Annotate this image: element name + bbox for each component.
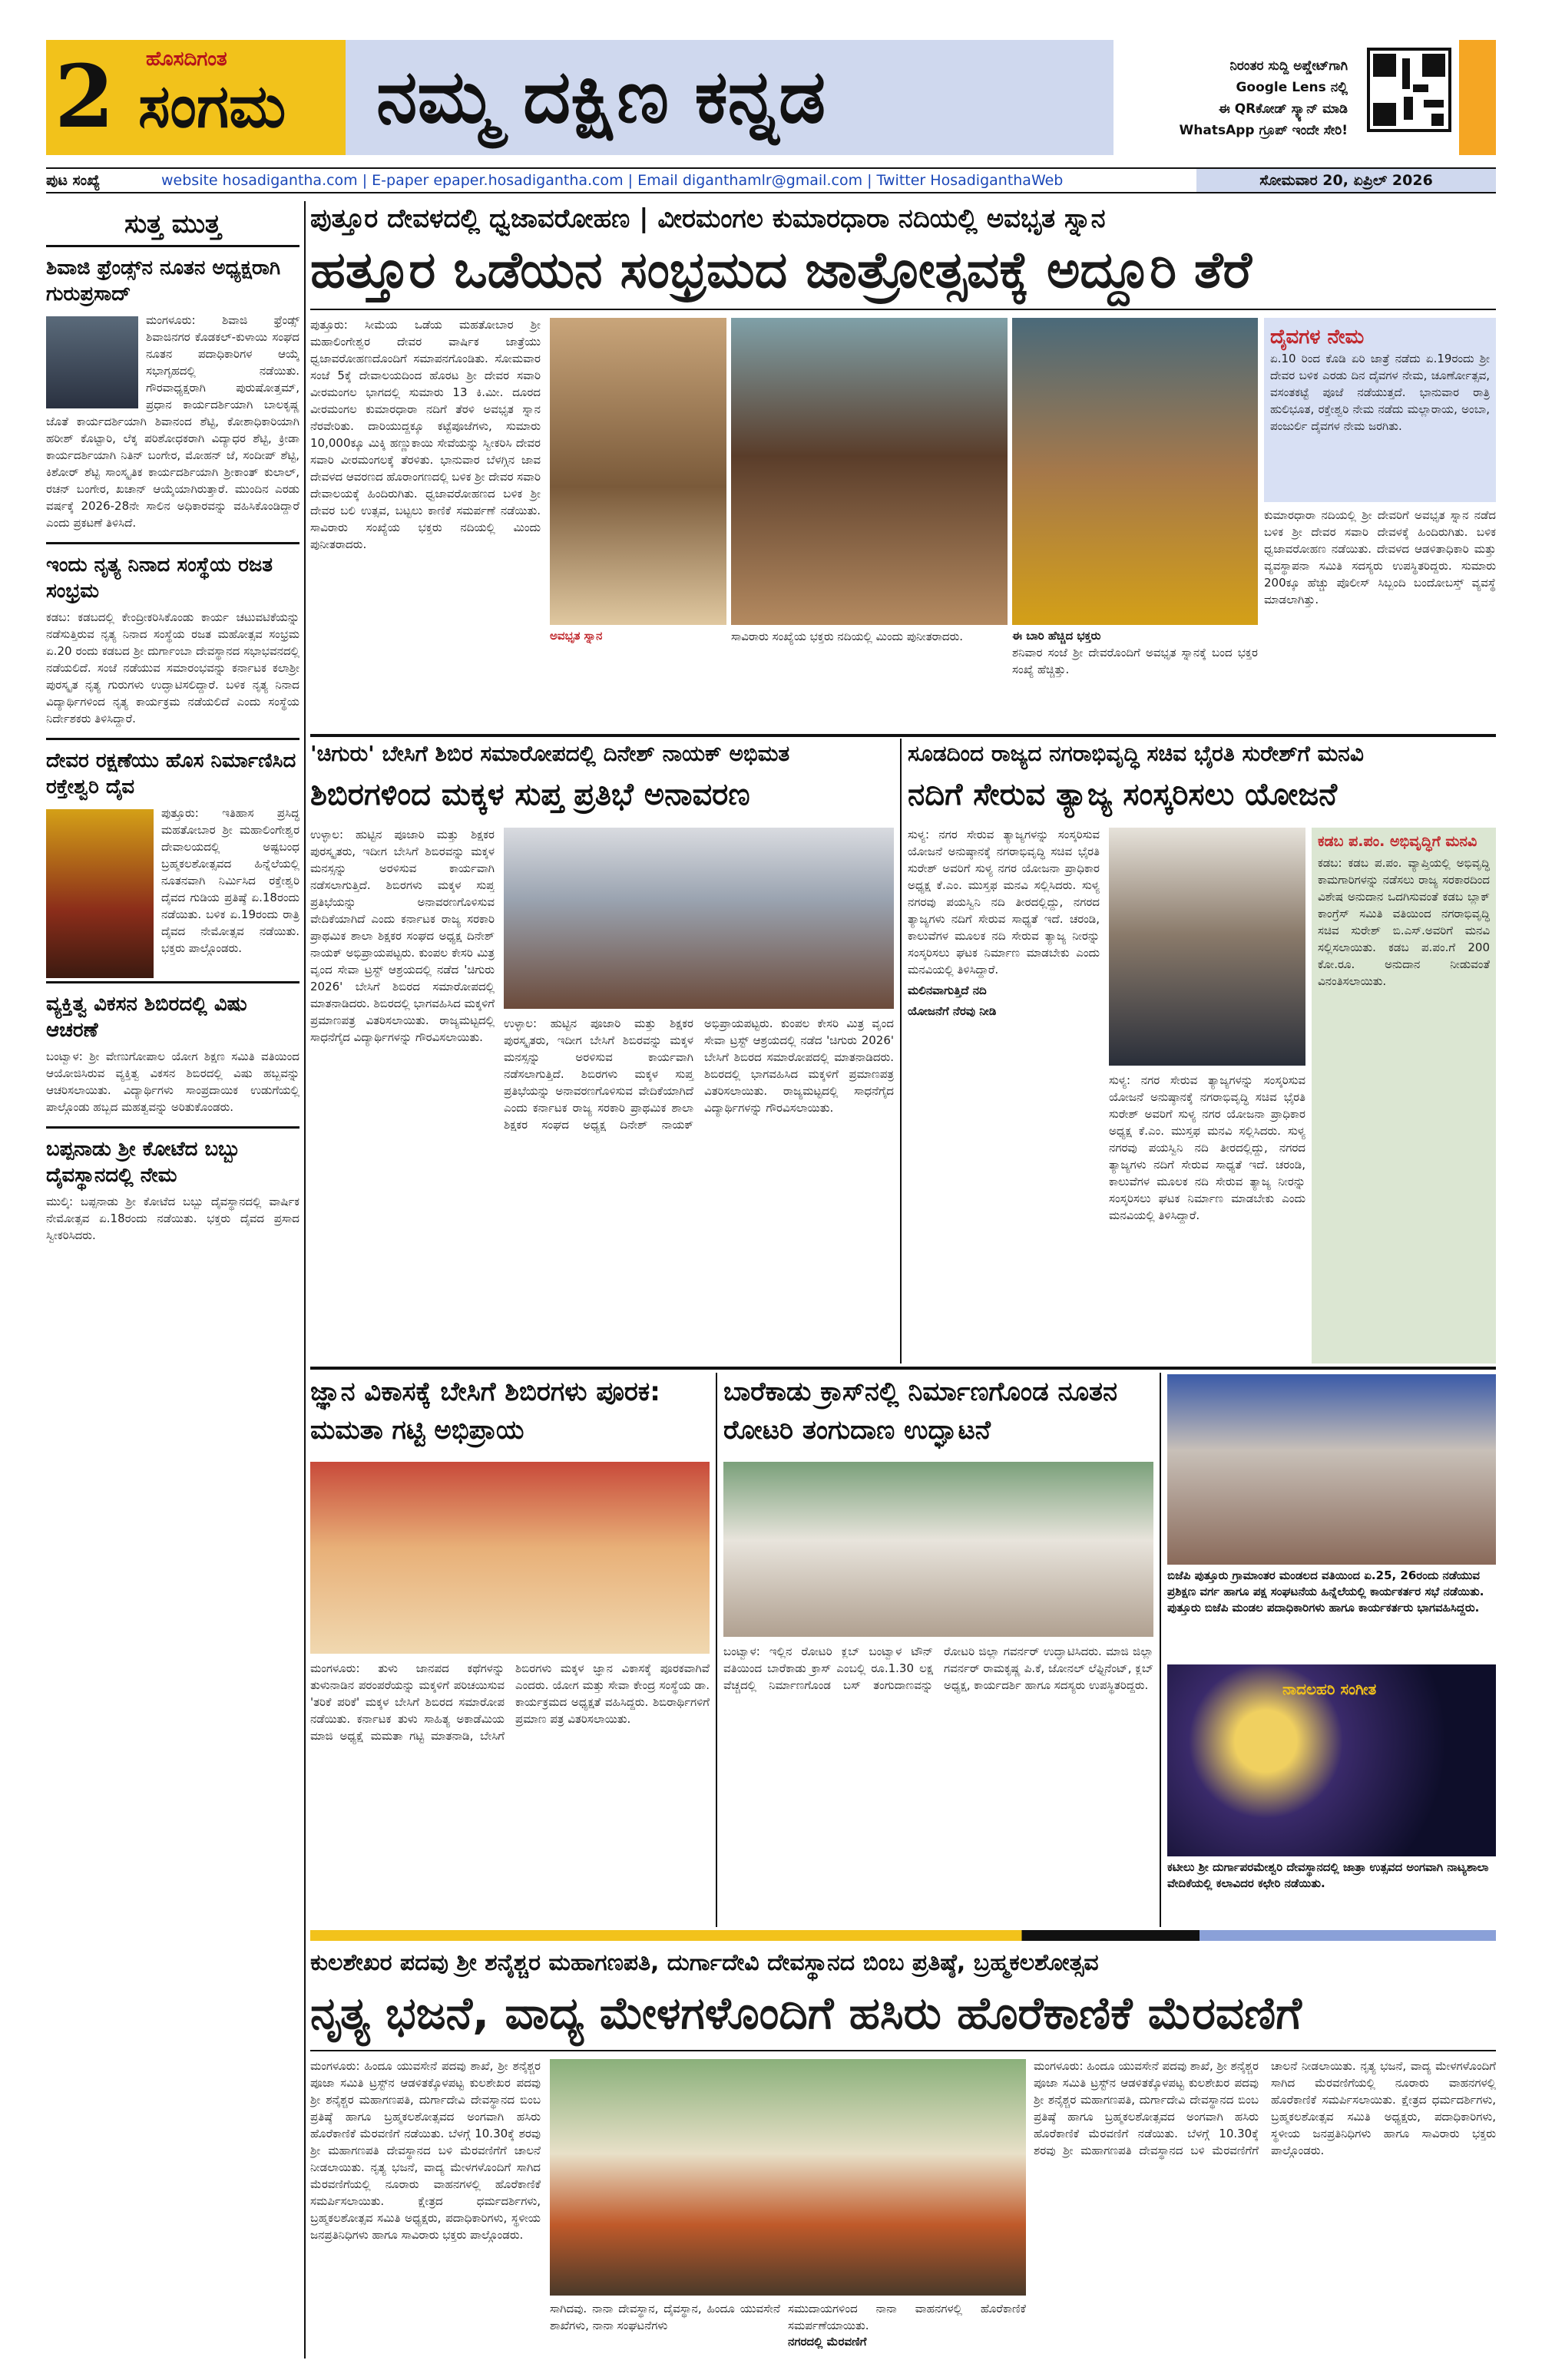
bottom-kicker-wrap — [310, 1945, 1496, 1982]
side-body: ಕುಮಾರಧಾರಾ ನದಿಯಲ್ಲಿ ಶ್ರೀ ದೇವರಿಗೆ ಅವಭೃತ ಸ್ನಾನ ನಡೆದ ಬಳಿಕ ಶ್ರೀ ದೇವರ ಸವಾರಿ ದೇವಳಕ್ಕೆ ಹಿಂದಿರುಗಿತು. ಬಳಿಕ ಧ್ವಜಾವರೋಹಣ ನಡೆಯಿತು. ದೇವಳದ ಆಡಳಿತಾಧಿಕಾರಿ ಮತ್ತು ವ್ಯವಸ್ಥಾಪನಾ ಸಮಿತಿ ಸದಸ್ಯರು ಉಪಸ್ಥಿತರಿದ್ದರು. ಸುಮಾರು 200ಕ್ಕೂ ಹೆಚ್ಚು ಪೊಲೀಸ್ ಸಿಬ್ಬಂದಿ ಬಂದೋಬಸ್ತ್ ವ್ಯವಸ್ಥೆ ಮಾಡಲಾಗಿತ್ತು. — [1264, 508, 1496, 607]
waste-kicker-wrap — [908, 739, 1496, 772]
camp-headline-wrap — [310, 772, 894, 821]
kadaba-box-title: ಕಡಬ ಪ.ಪಂ. ಅಭಿವೃದ್ಧಿಗೆ ಮನವಿ — [1318, 833, 1477, 850]
barekadu-headline: ಬಾರೆಕಾಡು ಕ್ರಾಸ್‌ನಲ್ಲಿ ನಿರ್ಮಾಣಗೊಂಡ ನೂತನ ರೋಟರಿ ತಂಗುದಾಣ ಉದ್ಘಾಟನೆ — [723, 1377, 1117, 1446]
kadaba-box-body: ಕಡಬ: ಕಡಬ ಪ.ಪಂ. ವ್ಯಾಪ್ತಿಯಲ್ಲಿ ಅಭಿವೃದ್ಧಿ ಕಾಮಗಾರಿಗಳನ್ನು ನಡೆಸಲು ರಾಜ್ಯ ಸರಕಾರದಿಂದ ವಿಶೇಷ ಅನುದಾನ ಒದಗಿಸುವಂತೆ ಕಡಬ ಬ್ಲಾಕ್ ಕಾಂಗ್ರೆಸ್ ಸಮಿತಿ ವತಿಯಿಂದ ನಗರಾಭಿವೃದ್ಧಿ ಸಚಿವ ಸುರೇಶ್ ಬಿ.ಎಸ್.ಅವರಿಗೆ ಮನವಿ ಸಲ್ಲಿಸಲಾಯಿತು. ಕಡಬ ಪ.ಪಂ.ಗೆ 200 ಕೋ.ರೂ. ಅನುದಾನ ನೀಡುವಂತೆ ವಿನಂತಿಸಲಾಯಿತು. — [1318, 856, 1490, 988]
waste-body-cont: ಸುಳ್ಯ: ನಗರ ಸೇರುವ ತ್ಯಾಜ್ಯಗಳನ್ನು ಸಂಸ್ಕರಿಸುವ ಯೋಜನೆ ಅನುಷ್ಠಾನಕ್ಕೆ ನಗರಾಭಿವೃದ್ಧಿ ಸಚಿವ ಭೈರತಿ ಸುರೇಶ್ ಅವರಿಗೆ ಸುಳ್ಯ ನಗರ ಯೋಜನಾ ಪ್ರಾಧಿಕಾರ ಅಧ್ಯಕ್ಷ ಕೆ.ಎಂ. ಮುಸ್ತಫ ಮನವಿ ಸಲ್ಲಿಸಿದರು. ಸುಳ್ಯ ನಗರವು ಪಯಸ್ವಿನಿ ನದಿ ತೀರದಲ್ಲಿದ್ದು, ನಗರದ ತ್ಯಾಜ್ಯಗಳು ನದಿಗೆ ಸೇರುವ ಸಾಧ್ಯತೆ ಇದೆ. ಚರಂಡಿ, ಕಾಲುವೆಗಳ ಮೂಲಕ ನದಿ ಸೇರುವ ತ್ಯಾಜ್ಯ ನೀರನ್ನು ಸಂಸ್ಕರಿಸಲು ಘಟಕ ನಿರ್ಮಾಣ ಮಾಡಬೇಕು ಎಂದು ಮನವಿಯಲ್ಲಿ ತಿಳಿಸಿದ್ದಾರೆ. — [1109, 1073, 1305, 1222]
kadaba-box — [1312, 828, 1496, 1364]
concert-photo — [1167, 1664, 1496, 1856]
bottom-caption-2: ಸಮುದಾಯಗಳಿಂದ ನಾನಾ ವಾಹನಗಳಲ್ಲಿ ಹೊರೆಕಾಣಿಕೆ ಸಮರ್ಪಣೆಯಾಯಿತು. ನಗರದಲ್ಲಿ ಮೆರವಣಿಗೆ — [788, 2302, 1026, 2349]
left-column — [46, 201, 299, 2351]
bottom-caption-1: ಸಾಗಿದವು. ನಾನಾ ದೇವಸ್ಥಾನ, ದೈವಸ್ಥಾನ, ಹಿಂದೂ ಯುವಸೇನೆ ಶಾಖೆಗಳು, ನಾನಾ ಸಂಘಟನೆಗಳು — [550, 2302, 780, 2332]
article-headline: ಬಪ್ಪನಾಡು ಶ್ರೀ ಕೋಟೆದ ಬಬ್ಬು ದೈವಸ್ಥಾನದಲ್ಲಿ ನೇಮ — [46, 1138, 240, 1187]
camp-kicker-wrap — [310, 739, 894, 772]
brand-logo: ಸಂಗಮ — [138, 72, 286, 141]
gyana-headline: ಜ್ಞಾನ ವಿಕಾಸಕ್ಕೆ ಬೇಸಿಗೆ ಶಿಬಿರಗಳು ಪೂರಕ: ಮಮತಾ ಗಟ್ಟಿ ಅಭಿಪ್ರಾಯ — [310, 1377, 660, 1446]
barekadu-body: ಬಂಟ್ವಾಳ: ಇಲ್ಲಿನ ರೋಟರಿ ಕ್ಲಬ್ ಬಂಟ್ವಾಳ ಟೌನ್ ವತಿಯಿಂದ ಬಾರೆಕಾಡು ಕ್ರಾಸ್ ಎಂಬಲ್ಲಿ ರೂ.1.30 ಲಕ್ಷ ವೆಚ್ಚದಲ್ಲಿ ನಿರ್ಮಾಣಗೊಂಡ ಬಸ್ ತಂಗುದಾಣವನ್ನು ರೋಟರಿ ಜಿಲ್ಲಾ ಗವರ್ನರ್ ಉದ್ಘಾಟಿಸಿದರು. ಮಾಜಿ ಜಿಲ್ಲಾ ಗವರ್ನರ್ ರಾಮಕೃಷ್ಣ ಪಿ.ಕೆ, ಜೋನಲ್ ಲೆಫ್ಟಿನೆಂಟ್, ಕ್ಲಬ್ ಅಧ್ಯಕ್ಷ, ಕಾರ್ಯದರ್ಶಿ ಹಾಗೂ ಸದಸ್ಯರು ಉಪಸ್ಥಿತರಿದ್ದರು. — [723, 1645, 1153, 1692]
photo-caption-1: ಅವಭೃತ ಸ್ನಾನ — [550, 629, 603, 643]
concert-caption: ಕಟೀಲು ಶ್ರೀ ದುರ್ಗಾಪರಮೇಶ್ವರಿ ದೇವಸ್ಥಾನದಲ್ಲಿ ಜಾತ್ರಾ ಉತ್ಸವದ ಅಂಗವಾಗಿ ನಾಟ್ಯಶಾಲಾ ವೇದಿಕೆಯಲ್ಲಿ ಕಲಾವಿದರ ಕಛೇರಿ ನಡೆಯಿತು. — [1167, 1860, 1489, 1890]
qr-code[interactable] — [1367, 48, 1451, 132]
camp-body-cont: ಉಳ್ಳಾಲ: ಹುಟ್ಟಿನ ಪೂಜಾರಿ ಮತ್ತು ಶಿಕ್ಷಕರ ಪುರಸ್ಕೃತರು, ಇದೀಗ ಬೇಸಿಗೆ ಶಿಬಿರವನ್ನು ಮಕ್ಕಳ ಮನಸ್ಸನ್ನು ಅರಳಿಸುವ ಕಾರ್ಯವಾಗಿ ನಡೆಸಲಾಗುತ್ತಿದೆ. ಶಿಬಿರಗಳು ಮಕ್ಕಳ ಸುಪ್ತ ಪ್ರತಿಭೆಯನ್ನು ಅನಾವರಣಗೊಳಿಸುವ ವೇದಿಕೆಯಾಗಿದೆ ಎಂದು ಕರ್ನಾಟಕ ರಾಜ್ಯ ಸರಕಾರಿ ಪ್ರಾಥಮಿಕ ಶಾಲಾ ಶಿಕ್ಷಕರ ಸಂಘದ ಅಧ್ಯಕ್ಷ ದಿನೇಶ್ ನಾಯಕ್ ಅಭಿಪ್ರಾಯಪಟ್ಟರು. ಕುಂಪಲ ಕೇಸರಿ ಮಿತ್ರ ವೃಂದ ಸೇವಾ ಟ್ರಸ್ಟ್ ಆಶ್ರಯದಲ್ಲಿ ನಡೆದ 'ಚಿಗುರು 2026' ಬೇಸಿಗೆ ಶಿಬಿರದ ಸಮಾರೋಪದಲ್ಲಿ ಮಾತನಾಡಿದರು. ಶಿಬಿರದಲ್ಲಿ ಭಾಗವಹಿಸಿದ ಮಕ್ಕಳಿಗೆ ಪ್ರಮಾಣಪತ್ರ ವಿತರಿಸಲಾಯಿತು. ರಾಜ್ಯಮಟ್ಟದಲ್ಲಿ ಸಾಧನೆಗೈದ ವಿದ್ಯಾರ್ಥಿಗಳನ್ನು ಗೌರವಿಸಲಾಯಿತು. — [504, 1016, 894, 1132]
waste-subhead: ಮಲಿನವಾಗುತ್ತಿದೆ ನದಿ — [908, 983, 987, 997]
waste-body: ಸುಳ್ಯ: ನಗರ ಸೇರುವ ತ್ಯಾಜ್ಯಗಳನ್ನು ಸಂಸ್ಕರಿಸುವ ಯೋಜನೆ ಅನುಷ್ಠಾನಕ್ಕೆ ನಗರಾಭಿವೃದ್ಧಿ ಸಚಿವ ಭೈರತಿ ಸುರೇಶ್ ಅವರಿಗೆ ಸುಳ್ಯ ನಗರ ಯೋಜನಾ ಪ್ರಾಧಿಕಾರ ಅಧ್ಯಕ್ಷ ಕೆ.ಎಂ. ಮುಸ್ತಫ ಮನವಿ ಸಲ್ಲಿಸಿದರು. ಸುಳ್ಯ ನಗರವು ಪಯಸ್ವಿನಿ ನದಿ ತೀರದಲ್ಲಿದ್ದು, ನಗರದ ತ್ಯಾಜ್ಯಗಳು ನದಿಗೆ ಸೇರುವ ಸಾಧ್ಯತೆ ಇದೆ. ಚರಂಡಿ, ಕಾಲುವೆಗಳ ಮೂಲಕ ನದಿ ಸೇರುವ ತ್ಯಾಜ್ಯ ನೀರನ್ನು ಸಂಸ್ಕರಿಸಲು ಘಟಕ ನಿರ್ಮಾಣ ಮಾಡಬೇಕು ಎಂದು ಮನವಿಯಲ್ಲಿ ತಿಳಿಸಿದ್ದಾರೆ. — [908, 828, 1100, 977]
link-bar — [46, 167, 1496, 193]
waste-headline: ನದಿಗೆ ಸೇರುವ ತ್ಯಾಜ್ಯ ಸಂಸ್ಕರಿಸಲು ಯೋಜನೆ — [908, 777, 1338, 812]
photo-caption-2: ಸಾವಿರಾರು ಸಂಖ್ಯೆಯ ಭಕ್ತರು ನದಿಯಲ್ಲಿ ಮಿಂದು ಪುನೀತರಾದರು. — [731, 630, 964, 643]
article-body: ಮುಲ್ಕಿ: ಬಪ್ಪನಾಡು ಶ್ರೀ ಕೋಟೆದ ಬಬ್ಬು ದೈವಸ್ಥಾನದಲ್ಲಿ ವಾರ್ಷಿಕ ನೇಮೋತ್ಸವ ಏ.18ರಂದು ನಡೆಯಿತು. ಭಕ್ತರು ದೈವದ ಪ್ರಸಾದ ಸ್ವೀಕರಿಸಿದರು. — [46, 1195, 299, 1242]
brand-box — [123, 40, 346, 155]
concert-caption-wrap — [1167, 1859, 1496, 1927]
river-bath-photo — [731, 318, 1008, 625]
bottom-body-cont: ಮಂಗಳೂರು: ಹಿಂದೂ ಯುವಸೇನೆ ಪದವು ಶಾಖೆ, ಶ್ರೀ ಶನೈಶ್ಚರ ಪೂಜಾ ಸಮಿತಿ ಟ್ರಸ್ಟ್‌ನ ಆಡಳಿತಕ್ಕೊಳಪಟ್ಟ ಕುಲಶೇಖರ ಪದವು ಶ್ರೀ ಶನೈಶ್ಚರ ಮಹಾಗಣಪತಿ, ದುರ್ಗಾದೇವಿ ದೇವಸ್ಥಾನದ ಬಿಂಬ ಪ್ರತಿಷ್ಠೆ ಹಾಗೂ ಬ್ರಹ್ಮಕಲಶೋತ್ಸವದ ಅಂಗವಾಗಿ ಹಸಿರು ಹೊರೆಕಾಣಿಕೆ ಮೆರವಣಿಗೆ ನಡೆಯಿತು. ಬೆಳಗ್ಗೆ 10.30ಕ್ಕೆ ಶರವು ಶ್ರೀ ಮಹಾಗಣಪತಿ ದೇವಸ್ಥಾನದ ಬಳಿ ಮೆರವಣಿಗೆಗೆ ಚಾಲನೆ ನೀಡಲಾಯಿತು. ನೃತ್ಯ ಭಜನೆ, ವಾದ್ಯ ಮೇಳಗಳೊಂದಿಗೆ ಸಾಗಿದ ಮೆರವಣಿಗೆಯಲ್ಲಿ ನೂರಾರು ವಾಹನಗಳಲ್ಲಿ ಹೊರೆಕಾಣಿಕೆ ಸಮರ್ಪಿಸಲಾಯಿತು. ಕ್ಷೇತ್ರದ ಧರ್ಮದರ್ಶಿಗಳು, ಬ್ರಹ್ಮಕಲಶೋತ್ಸವ ಸಮಿತಿ ಅಧ್ಯಕ್ಷರು, ಪದಾಧಿಕಾರಿಗಳು, ಸ್ಥಳೀಯ ಜನಪ್ರತಿನಿಧಿಗಳು ಹಾಗೂ ಸಾವಿರಾರು ಭಕ್ತರು ಪಾಲ್ಗೊಂಡರು. — [1034, 2059, 1496, 2157]
top-story-body: ಪುತ್ತೂರು: ಸೀಮೆಯ ಒಡೆಯ ಮಹತೋಬಾರ ಶ್ರೀ ಮಹಾಲಿಂಗೇಶ್ವರ ದೇವರ ವಾರ್ಷಿಕ ಜಾತ್ರೆಯು ಧ್ವಜಾವರೋಹಣದೊಂದಿಗೆ ಸಮಾಪನಗೊಂಡಿತು. ಸೋಮವಾರ ಸಂಜೆ 5ಕ್ಕೆ ದೇವಾಲಯದಿಂದ ಹೊರಟ ಶ್ರೀ ದೇವರ ಸವಾರಿ ವೀರಮಂಗಲ ಭಾಗದಲ್ಲಿ ಸುಮಾರು 13 ಕಿ.ಮೀ. ದೂರದ ವೀರಮಂಗಲ ಕುಮಾರಧಾರಾ ನದಿಗೆ ತೆರಳಿ ಅವಭೃತ ಸ್ನಾನ ನೆರವೇರಿತು. ದಾರಿಯುದ್ದಕ್ಕೂ ಕಟ್ಟೆಪೂಜೆಗಳು, ಸುಮಾರು 10,000ಕ್ಕೂ ಮಿಕ್ಕಿ ಹಣ್ಣುಕಾಯಿ ಸೇವೆಯನ್ನು ಸ್ವೀಕರಿಸಿ ದೇವರ ಸವಾರಿ ವೀರಮಂಗಲಕ್ಕೆ ತೆರಳಿತು. ಭಾನುವಾರ ಬೆಳಗ್ಗಿನ ಜಾವ ದೇವಳದ ಆವರಣದ ಹೊರಾಂಗಣದಲ್ಲಿ ಬಳಿಕ ಶ್ರೀ ದೇವರ ಸವಾರಿ ದೇವಾಲಯಕ್ಕೆ ಹಿಂದಿರುಗಿತು. ಧ್ವಜಾವರೋಹಣದ ಬಳಿಕ ಶ್ರೀ ದೇವರ ಬಲಿ ಉತ್ಸವ, ಬಟ್ಟಲು ಕಾಣಿಕೆ ಸಮರ್ಪಣೆ ನಡೆಯಿತು. ಸಾವಿರಾರು ಸಂಖ್ಯೆಯ ಭಕ್ತರು ನದಿಯಲ್ಲಿ ಮಿಂದು ಪುನೀತರಾದರು. — [310, 318, 541, 551]
waste-headline-wrap — [908, 772, 1496, 821]
qr-line: ಈ QRಕೋಡ್ ಸ್ಕ್ಯಾನ್ ಮಾಡಿ — [1219, 101, 1348, 117]
column-divider — [304, 201, 306, 2359]
waste-subhead: ಯೋಜನೆಗೆ ನೆರವು ನೀಡಿ — [908, 1004, 997, 1018]
qr-line: Google Lens ನಲ್ಲಿ — [1236, 80, 1348, 95]
camp-kicker: 'ಚಿಗುರು' ಬೇಸಿಗೆ ಶಿಬಿರ ಸಮಾರೋಪದಲ್ಲಿ ದಿನೇಶ್ ನಾಯಕ್ ಅಭಿಮತ — [310, 741, 790, 766]
procession-photo — [550, 2059, 1026, 2296]
gyana-headline-wrap — [310, 1373, 710, 1457]
brand-top: ಹೊಸದಿಗಂತ — [146, 48, 227, 71]
masthead — [46, 40, 1496, 170]
qr-instructions — [1117, 55, 1348, 141]
bottom-kicker: ಕುಲಶೇಖರ ಪದವು ಶ್ರೀ ಶನೈಶ್ಚರ ಮಹಾಗಣಪತಿ, ದುರ್ಗಾದೇವಿ ದೇವಸ್ಥಾನದ ಬಿಂಬ ಪ್ರತಿಷ್ಠೆ, ಬ್ರಹ್ಮಕಲಶೋತ್ಸವ — [310, 1949, 1099, 1976]
column-title: ಸುತ್ತ ಮುತ್ತ — [46, 201, 299, 247]
article-headline: ವ್ಯಕ್ತಿತ್ವ ವಿಕಸನ ಶಿಬಿರದಲ್ಲಿ ವಿಷು ಆಚರಣೆ — [46, 993, 247, 1042]
article-headline: ದೇವರ ರಕ್ಷಣೆಯು ಹೊಸ ನಿರ್ಮಾಣಿಸಿದ ರಕ್ತೇಶ್ವರಿ ದೈವ — [46, 749, 296, 798]
section-title-box — [346, 40, 1113, 155]
column-divider — [716, 1373, 717, 1927]
top-kicker: ಪುತ್ತೂರ ದೇವಳದಲ್ಲಿ ಧ್ವಜಾವರೋಹಣ | ವೀರಮಂಗಲ ಕುಮಾರಧಾರಾ ನದಿಯಲ್ಲಿ ಅವಭೃತ ಸ್ನಾನ — [310, 203, 1106, 234]
devotees-photo — [1012, 318, 1258, 625]
top-headline-wrap — [310, 240, 1496, 310]
article-headline: ಇಂದು ನೃತ್ಯ ನಿನಾದ ಸಂಸ್ಥೆಯ ರಜತ ಸಂಭ್ರಮ — [46, 554, 273, 603]
deity-photo — [46, 809, 154, 978]
top-kicker-wrap — [310, 201, 1496, 240]
gyana-children-photo — [310, 1462, 710, 1654]
bjp-caption: ಬಿಜೆಪಿ ಪುತ್ತೂರು ಗ್ರಾಮಾಂತರ ಮಂಡಲದ ವತಿಯಿಂದ ಏ.25, 26ರಂದು ನಡೆಯುವ ಪ್ರಶಿಕ್ಷಣ ವರ್ಗ ಹಾಗೂ ಪಕ್ಷ ಸಂಘಟನೆಯ ಹಿನ್ನೆಲೆಯಲ್ಲಿ ಕಾರ್ಯಕರ್ತರ ಸಭೆ ನಡೆಯಿತು. ಪುತ್ತೂರು ಬಿಜೆಪಿ ಮಂಡಲ ಪದಾಧಿಕಾರಿಗಳು ಹಾಗೂ ಕಾರ್ಯಕರ್ತರು ಭಾಗವಹಿಸಿದ್ದರು. — [1167, 1568, 1484, 1615]
bottom-headline-wrap — [310, 1982, 1496, 2051]
barekadu-photo — [723, 1462, 1153, 1637]
camp-group-photo — [504, 828, 894, 1009]
concert-banner: ನಾದಲಹರಿ ಸಂಗೀತ — [1282, 1680, 1377, 1698]
waste-body-col — [908, 826, 1100, 1364]
barekadu-headline-wrap — [723, 1373, 1153, 1457]
issue-date: ಸೋಮವಾರ 20, ಏಪ್ರಿಲ್ 2026 — [1196, 169, 1496, 192]
page-section-label: ಪುಟ ಸಂಖ್ಯೆ — [46, 172, 101, 189]
article-headline: ಶಿವಾಜಿ ಫ್ರೆಂಡ್ಸ್‌ನ ನೂತನ ಅಧ್ಯಕ್ಷರಾಗಿ ಗುರುಪ್ರಸಾದ್ — [46, 256, 281, 306]
bjp-meeting-photo — [1167, 1374, 1496, 1565]
article-body: ಮಂಗಳೂರು: ಶಿವಾಜಿ ಫ್ರೆಂಡ್ಸ್ ಶಿವಾಜಿನಗರ ಕೊಡಕಲ್-ಕುಳಾಯಿ ಸಂಘದ ನೂತನ ಪದಾಧಿಕಾರಿಗಳ ಆಯ್ಕೆ ಸಭಾಗೃಹದಲ್ಲಿ ನಡೆಯಿತು. ಗೌರವಾಧ್ಯಕ್ಷರಾಗಿ ಪುರುಷೋತ್ತಮ್, ಪ್ರಧಾನ ಕಾರ್ಯದರ್ಶಿಯಾಗಿ ಬಾಲಕೃಷ್ಣ ಜೊತೆ ಕಾರ್ಯದರ್ಶಿಯಾಗಿ ಶಿವಾನಂದ ಶೆಟ್ಟಿ, ಕೋಶಾಧಿಕಾರಿಯಾಗಿ ಹರೀಶ್ ಕೊಟ್ಟಾರಿ, ಲೆಕ್ಕ ಪರಿಶೋಧಕರಾಗಿ ವಿದ್ಯಾಧರ ಶೆಟ್ಟಿ, ಕ್ರೀಡಾ ಕಾರ್ಯದರ್ಶಿಯಾಗಿ ನಿತಿನ್ ಬಂಗೇರ, ಮೋಹನ್ ಜೆ, ಸಂದೀಪ್ ಶೆಟ್ಟಿ, ಕಿಶೋರ್ ಶೆಟ್ಟಿ ಸಾಂಸ್ಕೃತಿಕ ಕಾರ್ಯದರ್ಶಿಯಾಗಿ ಶ್ರೀಕಾಂತ್ ಕುಲಾಲ್, ರಚನ್ ಬಂಗೇರ, ಖಚಾನ್ ಆಯ್ಕೆಯಾಗಿರುತ್ತಾರೆ. ಮುಂದಿನ ಎರಡು ವರ್ಷಕ್ಕೆ 2026-28ನೇ ಸಾಲಿನ ಅಧಿಕಾರವನ್ನು ವಹಿಸಿಕೊಂಡಿದ್ದಾರೆ ಎಂದು ಪ್ರಕಟಣೆ ತಿಳಿಸಿದೆ. — [46, 313, 299, 530]
bjp-caption-wrap — [1167, 1568, 1496, 1660]
article-body: ಬಂಟ್ವಾಳ: ಶ್ರೀ ವೇಣುಗೋಪಾಲ ಯೋಗ ಶಿಕ್ಷಣ ಸಮಿತಿ ವತಿಯಿಂದ ಆಯೋಜಿಸಿರುವ ವ್ಯಕ್ತಿತ್ವ ವಿಕಸನ ಶಿಬಿರದಲ್ಲಿ ವಿಷು ಹಬ್ಬವನ್ನು ಆಚರಿಸಲಾಯಿತು. ವಿದ್ಯಾರ್ಥಿಗಳು ಸಾಂಪ್ರದಾಯಿಕ ಉಡುಗೆಯಲ್ಲಿ ಪಾಲ್ಗೊಂಡು ಹಬ್ಬದ ಮಹತ್ವವನ್ನು ಅರಿತುಕೊಂಡರು. — [46, 1050, 299, 1114]
side-box-title: ದೈವಗಳ ನೇಮ — [1270, 326, 1365, 349]
column-divider — [900, 739, 902, 1364]
minister-photo — [1109, 828, 1305, 1066]
color-rule — [310, 1930, 1496, 1941]
bottom-body: ಮಂಗಳೂರು: ಹಿಂದೂ ಯುವಸೇನೆ ಪದವು ಶಾಖೆ, ಶ್ರೀ ಶನೈಶ್ಚರ ಪೂಜಾ ಸಮಿತಿ ಟ್ರಸ್ಟ್‌ನ ಆಡಳಿತಕ್ಕೊಳಪಟ್ಟ ಕುಲಶೇಖರ ಪದವು ಶ್ರೀ ಶನೈಶ್ಚರ ಮಹಾಗಣಪತಿ, ದುರ್ಗಾದೇವಿ ದೇವಸ್ಥಾನದ ಬಿಂಬ ಪ್ರತಿಷ್ಠೆ ಹಾಗೂ ಬ್ರಹ್ಮಕಲಶೋತ್ಸವದ ಅಂಗವಾಗಿ ಹಸಿರು ಹೊರೆಕಾಣಿಕೆ ಮೆರವಣಿಗೆ ನಡೆಯಿತು. ಬೆಳಗ್ಗೆ 10.30ಕ್ಕೆ ಶರವು ಶ್ರೀ ಮಹಾಗಣಪತಿ ದೇವಸ್ಥಾನದ ಬಳಿ ಮೆರವಣಿಗೆಗೆ ಚಾಲನೆ ನೀಡಲಾಯಿತು. ನೃತ್ಯ ಭಜನೆ, ವಾದ್ಯ ಮೇಳಗಳೊಂದಿಗೆ ಸಾಗಿದ ಮೆರವಣಿಗೆಯಲ್ಲಿ ನೂರಾರು ವಾಹನಗಳಲ್ಲಿ ಹೊರೆಕಾಣಿಕೆ ಸಮರ್ಪಿಸಲಾಯಿತು. ಕ್ಷೇತ್ರದ ಧರ್ಮದರ್ಶಿಗಳು, ಬ್ರಹ್ಮಕಲಶೋತ್ಸವ ಸಮಿತಿ ಅಧ್ಯಕ್ಷರು, ಪದಾಧಿಕಾರಿಗಳು, ಸ್ಥಳೀಯ ಜನಪ್ರತಿನಿಧಿಗಳು ಹಾಗೂ ಸಾವಿರಾರು ಭಕ್ತರು ಪಾಲ್ಗೊಂಡರು. — [310, 2059, 541, 2242]
chariot-photo — [550, 318, 726, 625]
qr-line: WhatsApp ಗ್ರೂಪ್ ಇಂದೇ ಸೇರಿ! — [1179, 123, 1348, 138]
column-divider — [1160, 1373, 1161, 1927]
side-box-body: ಏ.10 ರಿಂದ ಕೊಡಿ ಏರಿ ಜಾತ್ರೆ ನಡೆದು ಏ.19ರಂದು ಶ್ರೀ ದೇವರ ಬಳಿಕ ಎರಡು ದಿನ ದೈವಗಳ ನೇಮ, ಚೂರ್ಣೋತ್ಸವ, ವಸಂತಕಟ್ಟೆ ಪೂಜೆ ನಡೆಯುತ್ತದೆ. ಭಾನುವಾರ ರಾತ್ರಿ ಹುಲಿಭೂತ, ರಕ್ತೇಶ್ವರಿ ನೇಮ ನಡೆದು ಮಲ್ಲಾರಾಯ, ಅಂಬಾ, ಪಂಜುರ್ಲಿ ದೈವಗಳ ನೇಮ ಜರಗಿತು. — [1270, 352, 1490, 433]
photo-caption-3: ಈ ಬಾರಿ ಹೆಚ್ಚಿದ ಭಕ್ತರು ಶನಿವಾರ ಸಂಜೆ ಶ್ರೀ ದೇವರೊಂದಿಗೆ ಅವಭೃತ ಸ್ನಾನಕ್ಕೆ ಬಂದ ಭಕ್ತರ ಸಂಖ್ಯೆ ಹೆಚ್ಚಿತ್ತು. — [1012, 629, 1258, 676]
person-photo — [46, 316, 138, 408]
article-body: ಪುತ್ತೂರು: ಇತಿಹಾಸ ಪ್ರಸಿದ್ಧ ಮಹತೋಬಾರ ಶ್ರೀ ಮಹಾಲಿಂಗೇಶ್ವರ ದೇವಾಲಯದಲ್ಲಿ ಅಷ್ಟಬಂಧ ಬ್ರಹ್ಮಕಲಶೋತ್ಸವದ ಹಿನ್ನೆಲೆಯಲ್ಲಿ ನೂತನವಾಗಿ ನಿರ್ಮಿಸಿದ ರಕ್ತೇಶ್ವರಿ ದೈವದ ಗುಡಿಯ ಪ್ರತಿಷ್ಠೆ ಏ.18ರಂದು ನಡೆಯಿತು. ಬಳಿಕ ಏ.19ರಂದು ರಾತ್ರಿ ದೈವದ ನೇಮೋತ್ಸವ ನಡೆಯಿತು. ಭಕ್ತರು ಪಾಲ್ಗೊಂಡರು. — [46, 805, 299, 957]
section-title: ನಮ್ಮ ದಕ್ಷಿಣ ಕನ್ನಡ — [376, 54, 826, 140]
top-headline: ಹತ್ತೂರ ಒಡೆಯನ ಸಂಭ್ರಮದ ಜಾತ್ರೋತ್ಸವಕ್ಕೆ ಅದ್ದೂರಿ ತೆರೆ — [310, 240, 1252, 299]
contact-links[interactable]: website hosadigantha.com | E-paper epaper.hosadigantha.com | Email diganthamlr@gmail.com | Twitter HosadiganthaWeb — [161, 172, 1064, 189]
page-number: 2 — [46, 40, 123, 155]
qr-line: ನಿರಂತರ ಸುದ್ದಿ ಅಪ್ಡೇಟ್‌ಗಾಗಿ — [1229, 58, 1348, 74]
article-body: ಕಡಬ: ಕಡಬದಲ್ಲಿ ಕೇಂದ್ರೀಕರಿಸಿಕೊಂಡು ಕಾರ್ಯ ಚಟುವಟಿಕೆಯನ್ನು ನಡೆಸುತ್ತಿರುವ ನೃತ್ಯ ನಿನಾದ ಸಂಸ್ಥೆಯ ರಜತ ಮಹೋತ್ಸವ ಸಂಭ್ರಮ ಏ.20 ರಂದು ಕಡಬದ ಶ್ರೀ ದುರ್ಗಾಂಬಾ ದೇವಸ್ಥಾನದ ಸಭಾಭವನದಲ್ಲಿ ನಡೆಯಲಿದೆ. ಸಂಜೆ ನಡೆಯುವ ಸಮಾರಂಭವನ್ನು ಕರ್ನಾಟಕ ಕಲಾಶ್ರೀ ಪುರಸ್ಕೃತ ನೃತ್ಯ ಗುರುಗಳು ಉದ್ಘಾಟಿಸಲಿದ್ದಾರೆ. ಬಳಿಕ ನೃತ್ಯ ನಿನಾದ ವಿದ್ಯಾರ್ಥಿಗಳಿಂದ ನೃತ್ಯ ಕಾರ್ಯಕ್ರಮ ನಡೆಯಲಿದೆ ಎಂದು ಸಂಸ್ಥೆಯ ನಿರ್ದೇಶಕರು ತಿಳಿಸಿದ್ದಾರೆ. — [46, 610, 299, 726]
orange-strip — [1459, 40, 1496, 155]
gyana-body: ಮಂಗಳೂರು: ತುಳು ಜಾನಪದ ಕಥೆಗಳನ್ನು ತುಳುನಾಡಿನ ಪರಂಪರೆಯನ್ನು ಮಕ್ಕಳಿಗೆ ಪರಿಚಯಿಸುವ 'ತರಿಕೆ ಪರಿಕೆ' ಮಕ್ಕಳ ಬೇಸಿಗೆ ಶಿಬಿರದ ಸಮಾರೋಪ ನಡೆಯಿತು. ಕರ್ನಾಟಕ ತುಳು ಸಾಹಿತ್ಯ ಅಕಾಡೆಮಿಯ ಮಾಜಿ ಅಧ್ಯಕ್ಷೆ ಮಮತಾ ಗಟ್ಟಿ ಮಾತನಾಡಿ, ಬೇಸಿಗೆ ಶಿಬಿರಗಳು ಮಕ್ಕಳ ಜ್ಞಾನ ವಿಕಾಸಕ್ಕೆ ಪೂರಕವಾಗಿವೆ ಎಂದರು. ಯೋಗ ಮತ್ತು ಸೇವಾ ಕೇಂದ್ರ ಸಂಸ್ಥೆಯ ಡಾ. ಕಾರ್ಯಕ್ರಮದ ಅಧ್ಯಕ್ಷತೆ ವಹಿಸಿದ್ದರು. ಶಿಬಿರಾರ್ಥಿಗಳಿಗೆ ಪ್ರಮಾಣ ಪತ್ರ ವಿತರಿಸಲಾಯಿತು. — [310, 1661, 710, 1743]
camp-body: ಉಳ್ಳಾಲ: ಹುಟ್ಟಿನ ಪೂಜಾರಿ ಮತ್ತು ಶಿಕ್ಷಕರ ಪುರಸ್ಕೃತರು, ಇದೀಗ ಬೇಸಿಗೆ ಶಿಬಿರವನ್ನು ಮಕ್ಕಳ ಮನಸ್ಸನ್ನು ಅರಳಿಸುವ ಕಾರ್ಯವಾಗಿ ನಡೆಸಲಾಗುತ್ತಿದೆ. ಶಿಬಿರಗಳು ಮಕ್ಕಳ ಸುಪ್ತ ಪ್ರತಿಭೆಯನ್ನು ಅನಾವರಣಗೊಳಿಸುವ ವೇದಿಕೆಯಾಗಿದೆ ಎಂದು ಕರ್ನಾಟಕ ರಾಜ್ಯ ಸರಕಾರಿ ಪ್ರಾಥಮಿಕ ಶಾಲಾ ಶಿಕ್ಷಕರ ಸಂಘದ ಅಧ್ಯಕ್ಷ ದಿನೇಶ್ ನಾಯಕ್ ಅಭಿಪ್ರಾಯಪಟ್ಟರು. ಕುಂಪಲ ಕೇಸರಿ ಮಿತ್ರ ವೃಂದ ಸೇವಾ ಟ್ರಸ್ಟ್ ಆಶ್ರಯದಲ್ಲಿ ನಡೆದ 'ಚಿಗುರು 2026' ಬೇಸಿಗೆ ಶಿಬಿರದ ಸಮಾರೋಪದಲ್ಲಿ ಮಾತನಾಡಿದರು. ಶಿಬಿರದಲ್ಲಿ ಭಾಗವಹಿಸಿದ ಮಕ್ಕಳಿಗೆ ಪ್ರಮಾಣಪತ್ರ ವಿತರಿಸಲಾಯಿತು. ರಾಜ್ಯಮಟ್ಟದಲ್ಲಿ ಸಾಧನೆಗೈದ ವಿದ್ಯಾರ್ಥಿಗಳನ್ನು ಗೌರವಿಸಲಾಯಿತು. — [310, 828, 495, 1044]
waste-kicker: ಸೂಡದಿಂದ ರಾಜ್ಯದ ನಗರಾಭಿವೃದ್ಧಿ ಸಚಿವ ಭೈರತಿ ಸುರೇಶ್‌ಗೆ ಮನವಿ — [908, 741, 1364, 766]
side-info-box — [1264, 318, 1496, 502]
bottom-headline: ನೃತ್ಯ ಭಜನೆ, ವಾದ್ಯ ಮೇಳಗಳೊಂದಿಗೆ ಹಸಿರು ಹೊರೆಕಾಣಿಕೆ ಮೆರವಣಿಗೆ — [310, 1987, 1302, 2039]
camp-headline: ಶಿಬಿರಗಳಿಂದ ಮಕ್ಕಳ ಸುಪ್ತ ಪ್ರತಿಭೆ ಅನಾವರಣ — [310, 777, 750, 812]
